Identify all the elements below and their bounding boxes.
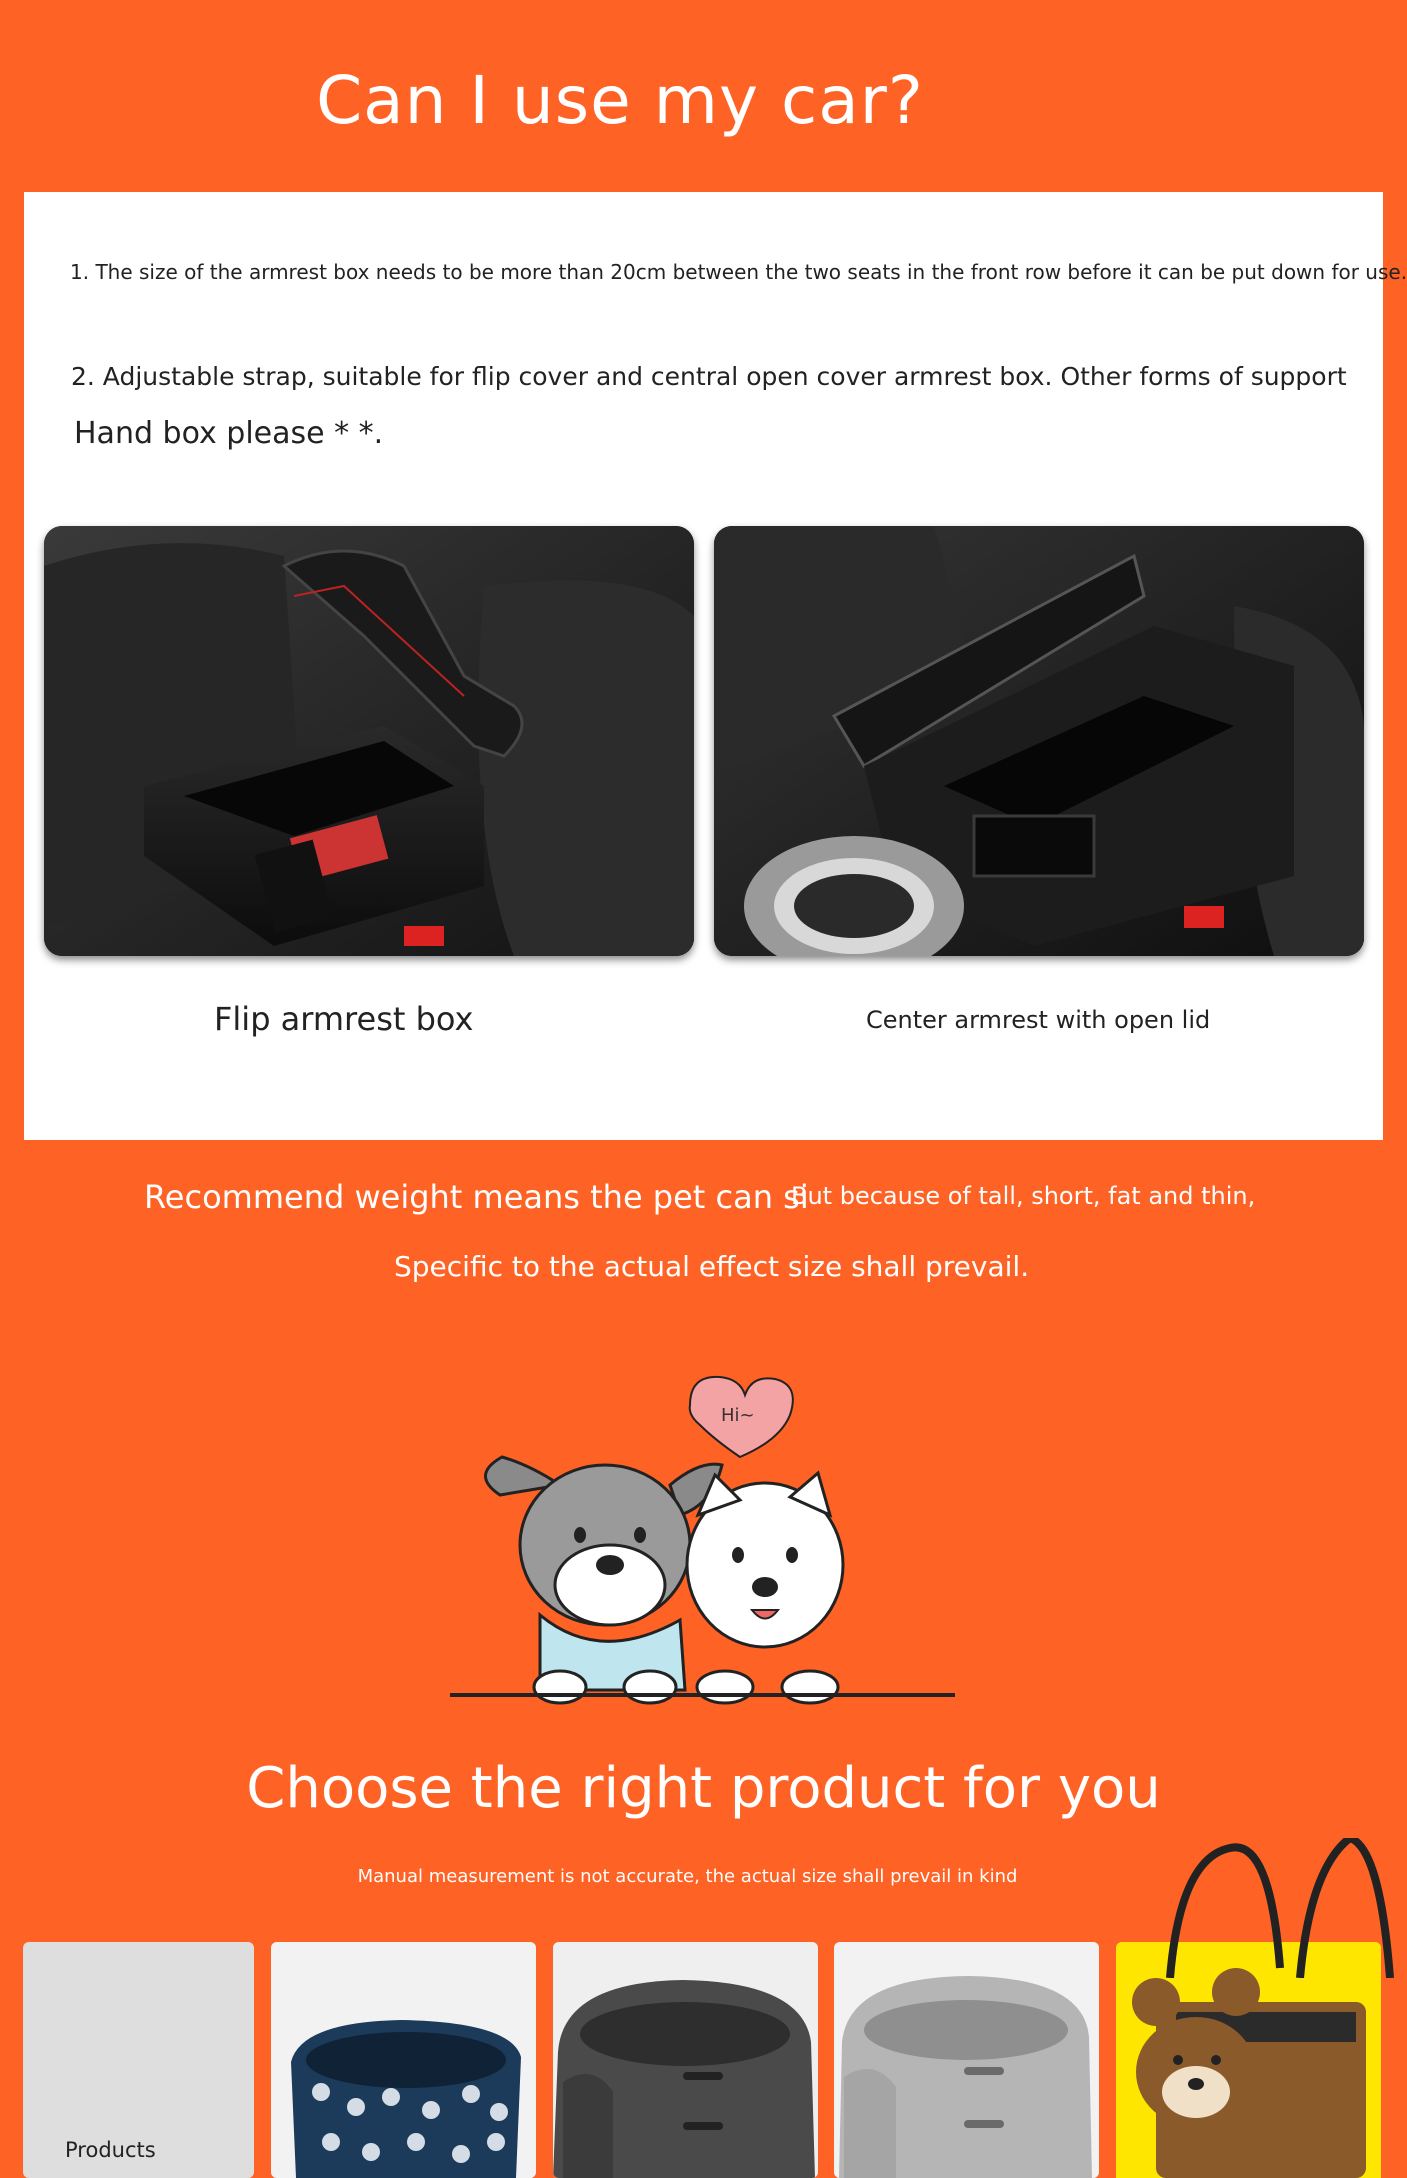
note-armrest-size: 1. The size of the armrest box needs to be more than 20cm between the two seats in the front row before it can be put down for use. [70,260,1407,284]
page-title: Can I use my car? [316,62,924,139]
product-tile-light-grey-bed[interactable] [834,1942,1099,2178]
section-title: Choose the right product for you [246,1756,1161,1821]
recommend-weight-text: Recommend weight means the pet can si [144,1178,809,1216]
product-tile-dark-grey-bed[interactable] [553,1942,818,2178]
grey-dog-icon [485,1457,722,1703]
center-armrest-caption: Center armrest with open lid [866,1006,1211,1034]
products-column-label: Products [65,2138,156,2162]
bubble-text: Hi~ [721,1405,755,1426]
bear-carrier-handles [1160,1838,1400,1978]
note-strap-line1: 2. Adjustable strap, suitable for flip cover and central open cover armrest box. Other forms of support [71,362,1347,391]
dogs-illustration [440,1365,980,1715]
measurement-note: Manual measurement is not accurate, the actual size shall prevail in kind [357,1866,1018,1887]
compatibility-card [24,192,1407,1140]
white-dog-icon [687,1473,843,1703]
flip-armrest-caption: Flip armrest box [214,1000,474,1038]
actual-size-note: Specific to the actual effect size shall prevail. [394,1250,1030,1283]
body-shape-note: But because of tall, short, fat and thin, [791,1182,1256,1210]
note-strap-line2: Hand box please * *. [74,416,384,451]
product-tile-patterned-bed[interactable] [271,1942,536,2178]
center-armrest-photo [714,526,1364,956]
flip-armrest-photo [44,526,694,956]
